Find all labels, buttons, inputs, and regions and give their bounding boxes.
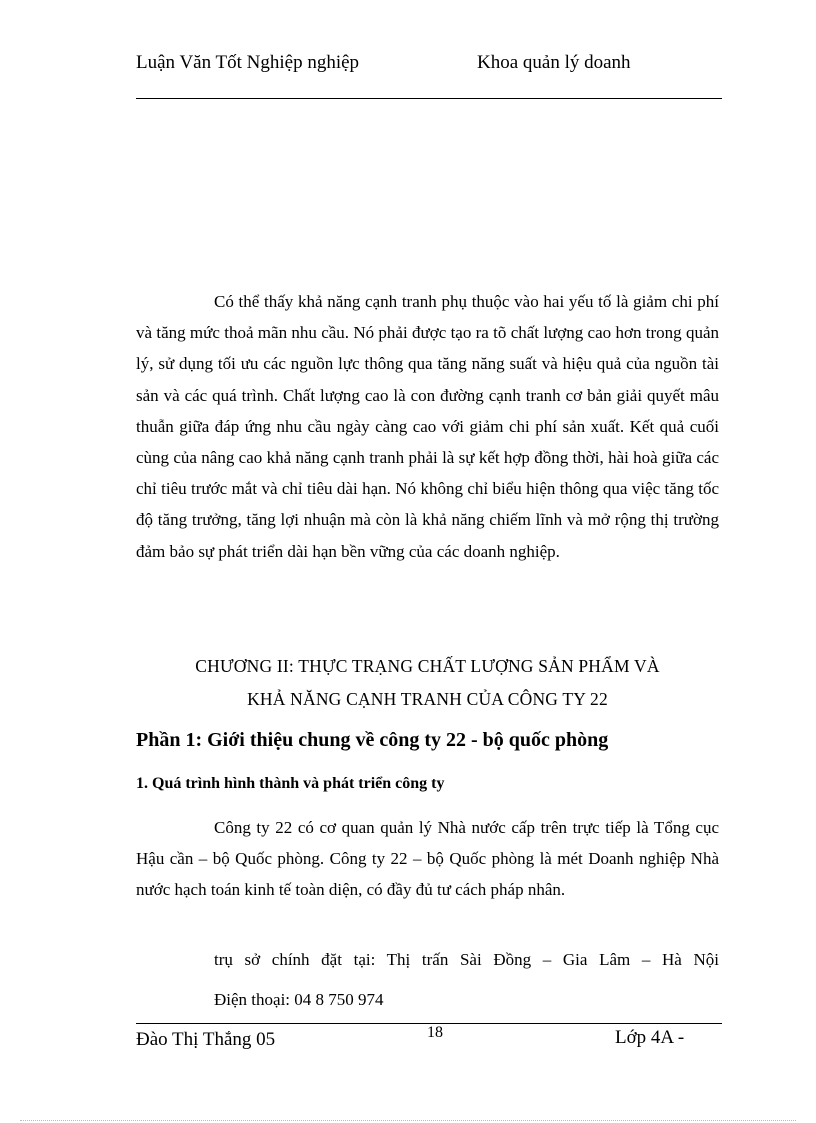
footer-class: Lớp 4A - bbox=[615, 1027, 685, 1048]
address-line: trụ sở chính đặt tại: Thị trấn Sài Đồng – Gia Lâm – Hà Nội bbox=[214, 950, 719, 969]
header-divider bbox=[136, 98, 722, 99]
part-heading: Phần 1: Giới thiệu chung về công ty 22 - bộ quốc phòng bbox=[136, 729, 609, 751]
footer-author: Đào Thị Thắng 05 bbox=[136, 1029, 276, 1050]
body-paragraph-company-intro: Công ty 22 có cơ quan quản lý Nhà nước cấp trên trực tiếp là Tổng cục Hậu cần – bộ Quốc phòng. Công ty 22 – bộ Quốc phòng là mét Doanh nghiệp Nhà nước hạch toán kinh tế toàn diện, có đầy đủ tư cách pháp nhân. bbox=[136, 818, 719, 900]
header-left-title: Luận Văn Tốt Nghiệp nghiệp bbox=[136, 52, 360, 73]
phone-line: Điện thoại: 04 8 750 974 bbox=[214, 990, 384, 1009]
section-heading: 1. Quá trình hình thành và phát triển công ty bbox=[136, 775, 445, 792]
chapter-heading-line-2: KHẢ NĂNG CẠNH TRANH CỦA CÔNG TY 22 bbox=[247, 689, 608, 709]
body-paragraph-competitiveness: Có thể thấy khả năng cạnh tranh phụ thuộc vào hai yếu tố là giảm chi phí và tăng mức thoả mãn nhu cầu. Nó phải được tạo ra tõ chất lượng cao hơn trong quản lý, sử dụng tối ưu các nguồn lực thông qua tăng năng suất và hiệu quả của nguồn tài sản và các quá trình. Chất lượng cao là con đường cạnh tranh cơ bản giải quyết mâu thuẫn giữa đáp ứng nhu cầu ngày càng cao với giảm chi phí sản xuất. Kết quả cuối cùng của nâng cao khả năng cạnh tranh phải là sự kết hợp đồng thời, hài hoà giữa các chỉ tiêu trước mắt và chỉ tiêu dài hạn. Nó không chỉ biểu hiện thông qua việc tăng tốc độ tăng trưởng, tăng lợi nhuận mà còn là khả năng chiếm lĩnh và mở rộng thị trường đảm bảo sự phát triển dài hạn bền vững của các doanh nghiệp. bbox=[136, 292, 719, 561]
page-bottom-dotted-edge bbox=[20, 1120, 796, 1121]
chapter-heading-line-1: CHƯƠNG II: THỰC TRẠNG CHẤT LƯỢNG SẢN PHẨM VÀ bbox=[195, 656, 660, 676]
chapter-heading bbox=[136, 650, 719, 716]
header-right-title: Khoa quản lý doanh bbox=[477, 52, 631, 73]
page-number: 18 bbox=[427, 1024, 443, 1041]
